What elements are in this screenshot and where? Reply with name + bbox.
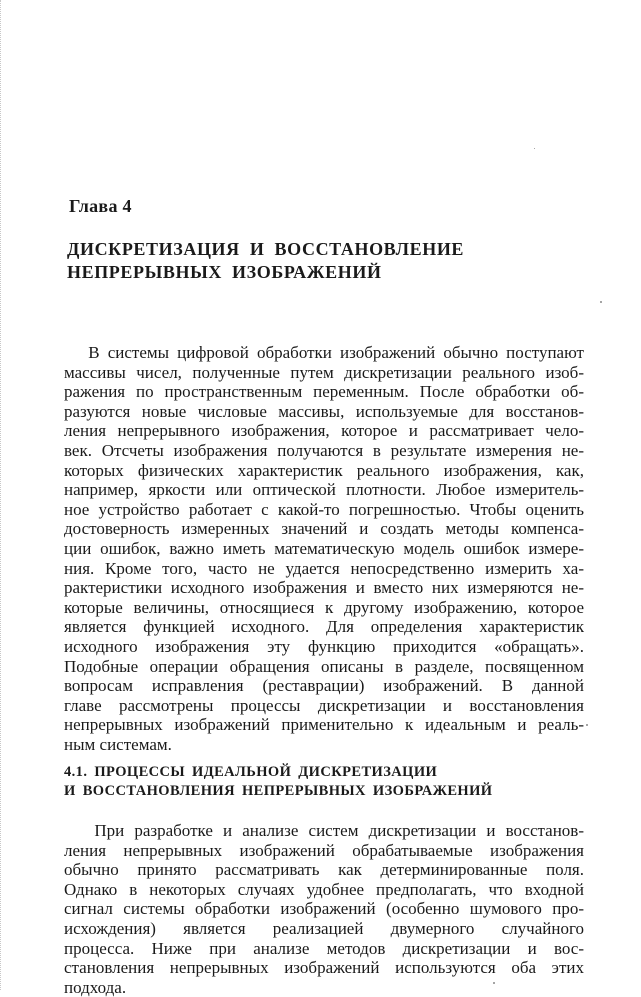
- section-line: становления непрерывных изображений используются оба этих: [64, 958, 584, 978]
- section-title: [64, 763, 492, 801]
- intro-line: массивы чисел, полученные путем дискретизации реального изоб-: [64, 362, 584, 382]
- section-line: Однако в некоторых случаях удобнее предполагать, что входной: [64, 879, 584, 899]
- intro-line: непрерывных изображений применительно к идеальным и реаль-: [64, 715, 584, 735]
- intro-line: Подобные операции обращения описаны в разделе, посвященном: [64, 656, 584, 676]
- section-title-line-1: 4.1. ПРОЦЕССЫ ИДЕАЛЬНОЙ ДИСКРЕТИЗАЦИИ: [64, 764, 438, 780]
- section-title-line-2: И ВОССТАНОВЛЕНИЯ НЕПРЕРЫВНЫХ ИЗОБРАЖЕНИЙ: [64, 783, 493, 799]
- section-line: обычно принято рассматривать как детерминированные поля.: [64, 860, 584, 880]
- intro-line: ции ошибок, важно иметь математическую модель ошибок измере-: [64, 538, 584, 558]
- scan-speck: [600, 301, 602, 303]
- intro-line: является функцией исходного. Для определения характеристик: [64, 617, 584, 637]
- intro-line: например, яркости или оптической плотности. Любое измеритель-: [64, 480, 584, 500]
- intro-line: В системы цифровой обработки изображений обычно поступают: [64, 343, 584, 362]
- scan-speck: [586, 724, 588, 726]
- intro-line: которые величины, относящиеся к другому изображению, которое: [64, 597, 584, 617]
- intro-line: главе рассмотрены процессы дискретизации и восстановления: [64, 695, 584, 715]
- chapter-title-line-2: НЕПРЕРЫВНЫХ ИЗОБРАЖЕНИЙ: [67, 262, 382, 282]
- chapter-title: [67, 238, 464, 284]
- section-paragraph: [64, 821, 584, 997]
- intro-line: которых физических характеристик реального изображения, как,: [64, 460, 584, 480]
- section-line: При разработке и анализе систем дискретизации и восстанов-: [64, 821, 584, 840]
- intro-line: ния. Кроме того, часто не удается непосредственно измерить ха-: [64, 558, 584, 578]
- intro-line: ражения по пространственным переменным. После обработки об-: [64, 382, 584, 402]
- intro-line: ления непрерывного изображения, которое и рассматривает чело-: [64, 421, 584, 441]
- scan-speck: [534, 148, 535, 149]
- chapter-label: Глава 4: [69, 196, 132, 216]
- section-line: процесса. Ниже при анализе методов дискретизации и вос-: [64, 938, 584, 958]
- intro-line: рактеристики исходного изображения и вместо них измеряются не-: [64, 578, 584, 598]
- intro-line: исходного изображения эту функцию приходится «обращать».: [64, 636, 584, 656]
- intro-line: достоверность измеренных значений и создать методы компенса-: [64, 519, 584, 539]
- section-line: подхода.: [64, 977, 127, 997]
- scan-speck: [493, 982, 495, 984]
- intro-line: век. Отсчеты изображения получаются в результате измерения не-: [64, 440, 584, 460]
- section-line: сигнал системы обработки изображений (особенно шумового про-: [64, 899, 584, 919]
- section-line: ления непрерывных изображений обрабатываемые изображения: [64, 840, 584, 860]
- intro-line: ное устройство работает с какой-то погрешностью. Чтобы оценить: [64, 499, 584, 519]
- intro-line: ным системам.: [64, 734, 172, 754]
- intro-paragraph: [64, 343, 584, 754]
- chapter-title-line-1: ДИСКРЕТИЗАЦИЯ И ВОССТАНОВЛЕНИЕ: [67, 239, 465, 259]
- intro-line: вопросам исправления (реставрации) изображений. В данной: [64, 676, 584, 696]
- intro-line: разуются новые числовые массивы, используемые для восстанов-: [64, 401, 584, 421]
- section-line: исхождения) является реализацией двумерного случайного: [64, 918, 584, 938]
